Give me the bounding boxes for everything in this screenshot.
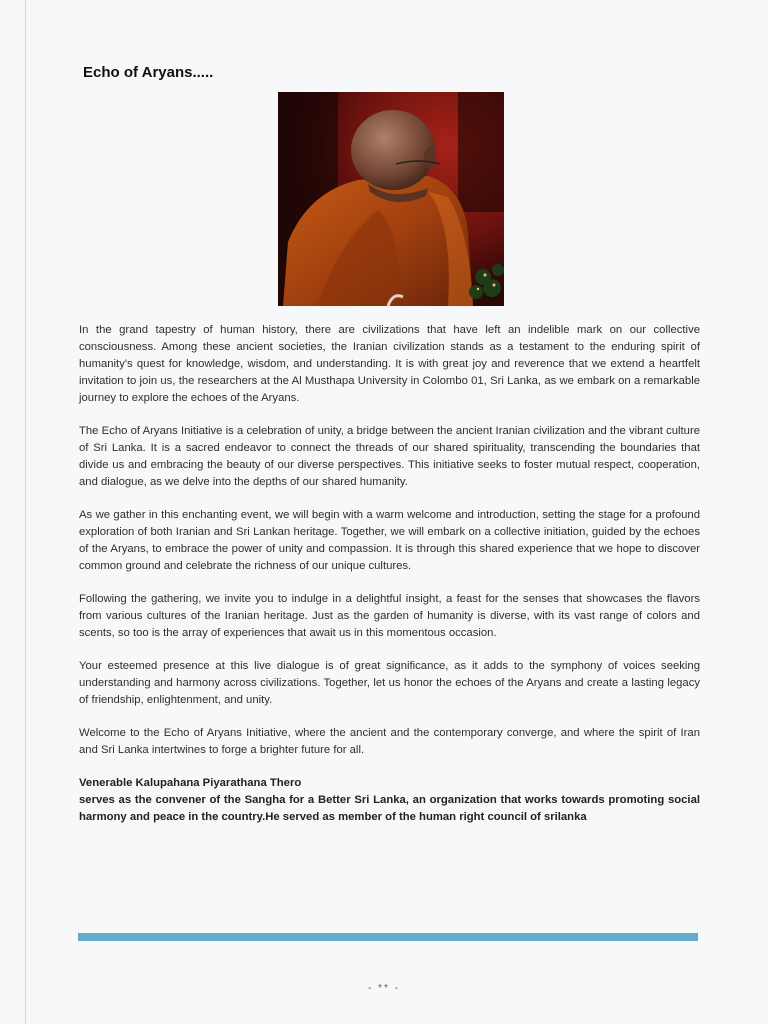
signature-name: Venerable Kalupahana Piyarathana Thero bbox=[79, 777, 302, 789]
signature-block bbox=[79, 775, 700, 826]
paragraph-2: The Echo of Aryans Initiative is a celebration of unity, a bridge between the ancient Iranian civilization and the vibrant culture of Sri Lanka. It is a sacred endeavor to connect the threads of our shared spirituality, transcending the boundaries that divide us and embracing the beauty of our diverse perspectives. This initiative seeks to foster mutual respect, cooperation, and dialogue, as we delve into the depths of our shared humanity. bbox=[79, 425, 700, 488]
page-title: Echo of Aryans..... bbox=[83, 64, 214, 81]
paragraph-3: As we gather in this enchanting event, we will begin with a warm welcome and introduction, setting the stage for a profound exploration of both Iranian and Sri Lankan heritage. Together, we will embark on a collective initiation, guided by the echoes of the Aryans, to embrace the power of unity and compassion. It is through this shared experience that we hope to discover common ground and celebrate the richness of our unique cultures. bbox=[79, 509, 700, 572]
monk-portrait-photo bbox=[278, 92, 504, 306]
paragraph-6: Welcome to the Echo of Aryans Initiative, where the ancient and the contemporary converge, and where the spirit of Iran and Sri Lanka intertwines to forge a brighter future for all. bbox=[79, 727, 700, 756]
footer-divider-bar bbox=[78, 933, 698, 941]
paragraph-5: Your esteemed presence at this live dialogue is of great significance, as it adds to the symphony of voices seeking understanding and harmony across civilizations. Together, let us honor the echoes of the Aryans and create a lasting legacy of friendship, enlightenment, and unity. bbox=[79, 660, 700, 706]
page-marker: - ** - bbox=[368, 983, 400, 994]
margin-rule bbox=[25, 0, 26, 1024]
paragraph-4: Following the gathering, we invite you to indulge in a delightful insight, a feast for the senses that showcases the flavors from various cultures of the Iranian heritage. Just as the garden of humanity is diverse, with its vast range of colors and scents, so too is the array of experiences that await us in this momentous occasion. bbox=[79, 593, 700, 639]
body-text bbox=[79, 322, 700, 826]
paragraph-1: In the grand tapestry of human history, there are civilizations that have left an indelible mark on our collective consciousness. Among these ancient societies, the Iranian civilization stands as a testament to the enduring spirit of humanity's quest for knowledge, wisdom, and understanding. It is with great joy and reverence that we extend a heartfelt invitation to join us, the researchers at the Al Musthapa University in Colombo 01, Sri Lanka, as we embark on a remarkable journey to explore the echoes of the Aryans. bbox=[79, 324, 700, 404]
signature-bio: serves as the convener of the Sangha for a Better Sri Lanka, an organization that works towards promoting social harmony and peace in the country.He served as member of the human right council of srilanka bbox=[79, 794, 700, 823]
